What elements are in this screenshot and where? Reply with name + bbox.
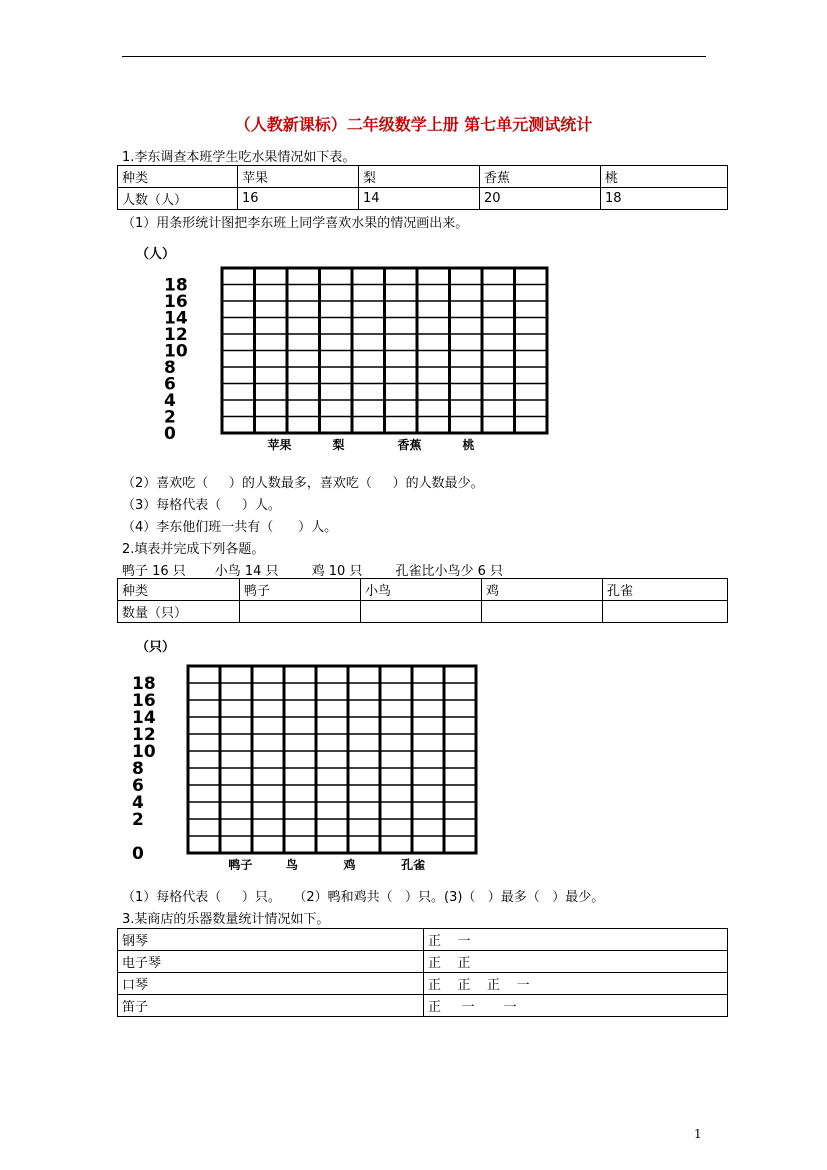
- table-cell: 鸭子: [240, 579, 361, 601]
- q2-prompt: 2.填表并完成下列各题。: [122, 542, 265, 557]
- tally-cell: 正 一 一: [424, 995, 728, 1017]
- table-cell: 数量（只）: [118, 601, 240, 623]
- q3-prompt: 3.某商店的乐器数量统计情况如下。: [122, 912, 330, 927]
- input-cell[interactable]: [482, 601, 603, 623]
- input-cell[interactable]: [603, 601, 728, 623]
- y-tick-label: 8: [132, 759, 144, 779]
- table-row: [118, 929, 728, 951]
- y-tick-label: 12: [132, 725, 156, 745]
- table-cell: 鸡: [482, 579, 603, 601]
- page-title: （人教新课标）二年级数学上册 第七单元测试统计: [234, 115, 593, 134]
- category-label: 鸡: [343, 858, 356, 870]
- y-tick-label: 16: [164, 292, 188, 312]
- y-tick-label: 10: [164, 341, 188, 362]
- table-row: [118, 995, 728, 1017]
- table-row: [118, 951, 728, 973]
- category-label: 梨: [332, 438, 345, 452]
- category-label: 苹果: [267, 438, 292, 452]
- table-cell: 梨: [359, 166, 480, 188]
- table-cell: 苹果: [238, 166, 359, 188]
- input-cell[interactable]: [361, 601, 482, 623]
- y-tick-label: 6: [164, 374, 176, 395]
- q1-table: [117, 165, 728, 210]
- table-cell: 孔雀: [603, 579, 728, 601]
- table-row: [118, 579, 728, 601]
- y-tick-label: 0: [164, 424, 176, 444]
- table-row: [118, 973, 728, 995]
- category-label: 鸟: [285, 858, 298, 870]
- y-tick-label: 18: [164, 275, 188, 296]
- y-tick-label: 14: [132, 708, 156, 728]
- q2-grid: [132, 666, 476, 870]
- q1-grid-chart: [160, 262, 550, 462]
- category-label: 香蕉: [397, 438, 422, 452]
- y-tick-label: 10: [132, 742, 156, 762]
- q3-table: [117, 928, 728, 1017]
- y-tick-label: 6: [132, 776, 144, 796]
- y-tick-label: 0: [132, 844, 144, 864]
- q1-sub3: （3）每格代表（ ）人。: [122, 498, 281, 513]
- category-label: 桃: [462, 438, 475, 452]
- category-label: 鸭子: [228, 858, 253, 870]
- input-cell[interactable]: [240, 601, 361, 623]
- q2-unit-label: （只）: [136, 640, 176, 655]
- instrument-cell: 笛子: [118, 995, 424, 1017]
- table-row: [118, 188, 728, 210]
- table-cell: 小鸟: [361, 579, 482, 601]
- y-tick-label: 2: [132, 810, 144, 830]
- q2-grid-chart: [128, 660, 498, 870]
- table-cell: 种类: [118, 579, 240, 601]
- table-cell: 桃: [601, 166, 728, 188]
- table-cell: 种类: [118, 166, 238, 188]
- page-number: 1: [694, 1127, 702, 1141]
- header-rule: [122, 56, 706, 57]
- y-tick-label: 4: [132, 793, 144, 813]
- y-tick-label: 2: [164, 407, 176, 428]
- q1-sub1: （1）用条形统计图把李东班上同学喜欢水果的情况画出来。: [122, 216, 469, 231]
- instrument-cell: 口琴: [118, 973, 424, 995]
- table-row: [118, 601, 728, 623]
- tally-cell: 正 正 正 一: [424, 973, 728, 995]
- table-cell: 16: [238, 188, 359, 210]
- tally-cell: 正 正: [424, 951, 728, 973]
- table-row: [118, 166, 728, 188]
- q2-table: [117, 578, 728, 623]
- instrument-cell: 电子琴: [118, 951, 424, 973]
- category-label: 孔雀: [401, 858, 426, 870]
- y-tick-label: 18: [132, 674, 156, 694]
- q1-sub4: （4）李东他们班一共有（ ）人。: [122, 520, 338, 535]
- tally-cell: 正 一: [424, 929, 728, 951]
- y-tick-label: 16: [132, 691, 156, 711]
- y-tick-label: 14: [164, 308, 188, 329]
- y-tick-label: 4: [164, 391, 176, 411]
- instrument-cell: 钢琴: [118, 929, 424, 951]
- y-tick-label: 8: [164, 358, 176, 378]
- q1-unit-label: （人）: [136, 247, 176, 262]
- grid-frame: [188, 666, 476, 853]
- table-cell: 14: [359, 188, 480, 210]
- table-cell: 18: [601, 188, 728, 210]
- q1-grid: [164, 268, 547, 452]
- table-cell: 人数（人）: [118, 188, 238, 210]
- table-cell: 香蕉: [480, 166, 601, 188]
- y-tick-label: 12: [164, 325, 188, 345]
- q1-prompt: 1.李东调查本班学生吃水果情况如下表。: [122, 150, 356, 165]
- q2-subs: （1）每格代表（ ）只。 （2）鸭和鸡共（ ）只。(3)（ ）最多（ ）最少。: [122, 890, 605, 905]
- q1-sub2: （2）喜欢吃（ ）的人数最多，喜欢吃（ ）的人数最少。: [122, 476, 484, 491]
- table-cell: 20: [480, 188, 601, 210]
- q2-info: 鸭子 16 只 小鸟 14 只 鸡 10 只 孔雀比小鸟少 6 只: [122, 564, 503, 579]
